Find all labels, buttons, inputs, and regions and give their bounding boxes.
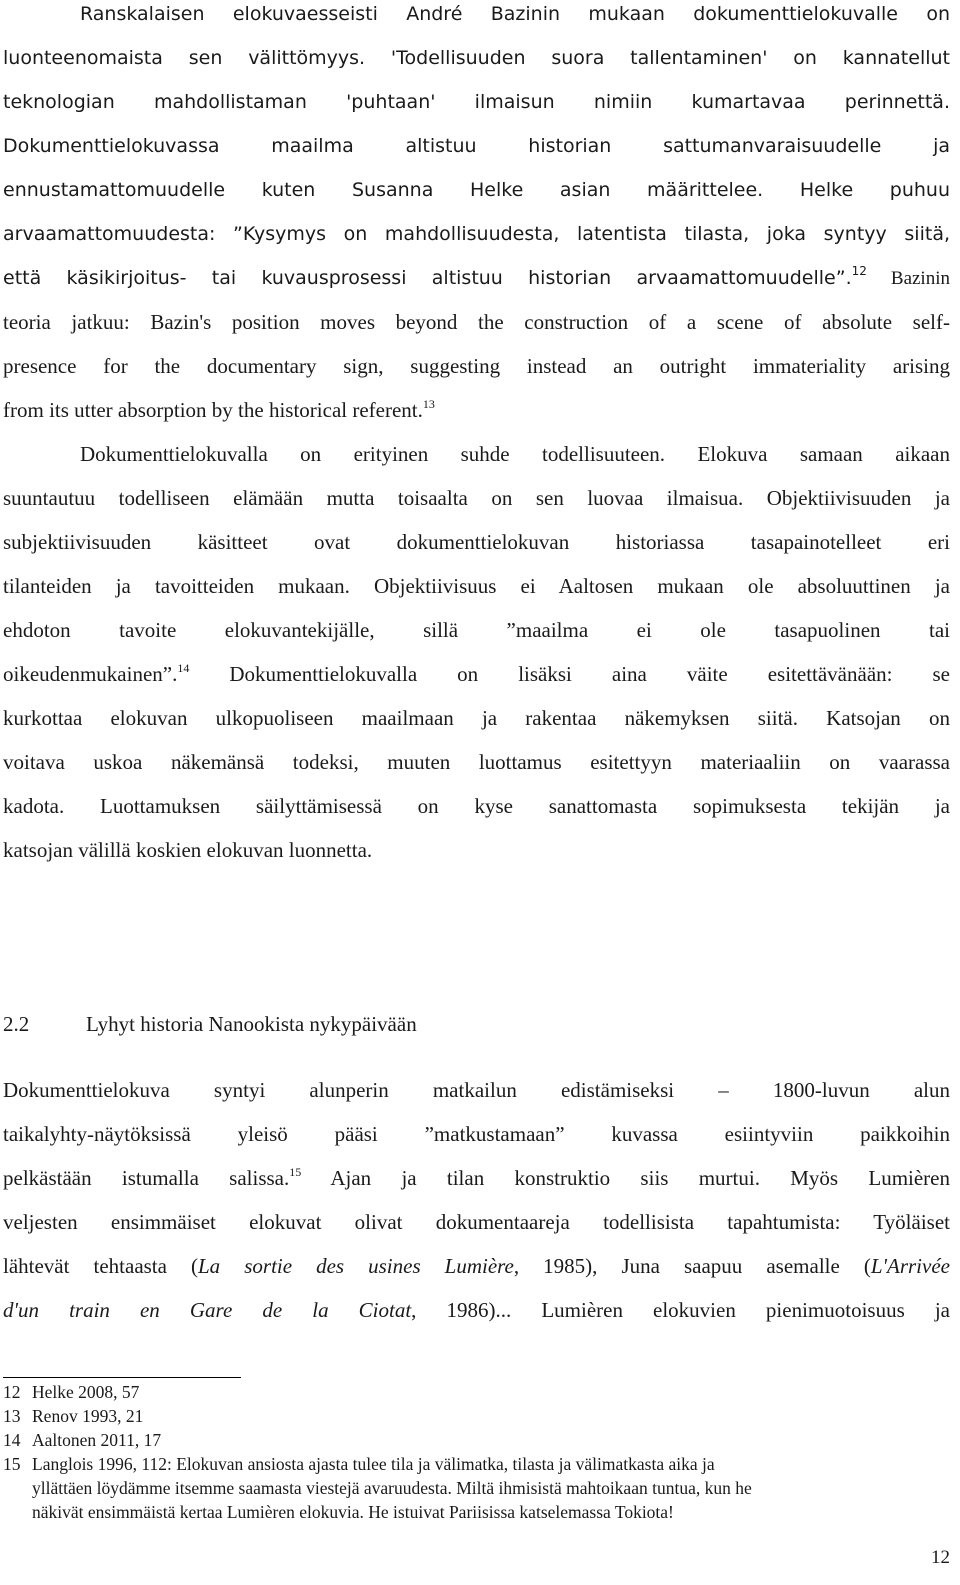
footnote-ref-15: 15 [289,1165,302,1179]
footnote-text: Renov 1993, 21 [32,1406,144,1426]
p2-line-5: ehdoton tavoite elokuvantekijälle, sillä ”maailma ei ole tasapuolinen tai [3,618,950,642]
p1-line-10-text: from its utter absorption by the historical referent. [3,398,423,422]
p3-line-3-after: Ajan ja tilan konstruktio siis murtui. Myös Lumièren [301,1166,950,1190]
section-number: 2.2 [3,1012,30,1036]
footnote-15-continued-2: näkivät ensimmäistä kertaa Lumièren elokuvia. He istuivat Pariisissa katselemassa Tokiota! [32,1502,674,1522]
p1-line-9: presence for the documentary sign, suggesting instead an outright immateriality arising [3,354,950,378]
p3-line-1: Dokumenttielokuva syntyi alunperin matkailun edistämiseksi – 1800-luvun alun [3,1078,950,1102]
film-title-larrivee-end: d'un train en Gare de la Ciotat [3,1298,412,1322]
film-title-larrivee-start: L'Arrivée [870,1254,950,1278]
p3-line-3-text: pelkästään istumalla salissa. [3,1166,290,1190]
p1-line-3: teknologian mahdollistaman 'puhtaan' ilmaisun nimiin kumartavaa perinnettä. [3,91,950,113]
p3-line-6 [3,1296,950,1324]
p2-line-3: subjektiivisuuden käsitteet ovat dokumenttielokuvan historiassa tasapainotelleet eri [3,530,950,554]
p3-line-2: taikalyhty-näytöksissä yleisö pääsi ”matkustamaan” kuvassa esiintyviin paikkoihin [3,1122,950,1146]
p1-line-8: teoria jatkuu: Bazin's position moves beyond the construction of a scene of absolute self- [3,310,950,334]
p3-line-5-a: lähtevät tehtaasta ( [3,1254,198,1278]
footnote-number: 15 [3,1454,21,1474]
footnote-number: 13 [3,1406,21,1426]
footnote-separator [3,1377,241,1378]
footnote-number: 14 [3,1430,21,1450]
p2-line-4: tilanteiden ja tavoitteiden mukaan. Objektiivisuus ei Aaltosen mukaan ole absoluuttinen ja [3,574,950,598]
footnote-12 [3,1381,139,1403]
p3-line-4: veljesten ensimmäiset elokuvat olivat dokumentaareja todellisista tapahtumista: Työläiset [3,1210,950,1234]
section-heading [3,1010,417,1038]
film-title-la-sortie: La sortie des usines Lumière [198,1254,514,1278]
footnote-15-continued-1: yllättäen löydämme itsemme saamasta viestejä avaruudesta. Miltä ihmisistä mahtoikaan tuntua, kun he [32,1478,752,1498]
footnote-15 [3,1453,715,1475]
p2-line-1: Dokumenttielokuvalla on erityinen suhde todellisuuteen. Elokuva samaan aikaan [80,442,950,466]
footnote-14 [3,1429,161,1451]
p3-line-3 [3,1164,950,1192]
p2-line-6-after: Dokumenttielokuvalla on lisäksi aina väite esitettävänään: se [189,662,950,686]
p1-line-7-text: että käsikirjoitus- tai kuvausprosessi altistuu historian arvaamattomuudelle”. [3,267,852,289]
footnote-13 [3,1405,143,1427]
footnote-ref-13: 13 [422,397,435,411]
p1-line-7 [3,264,950,292]
p1-line-6: arvaamattomuudesta: ”Kysymys on mahdollisuudesta, latentista tilasta, joka syntyy siitä, [3,223,950,245]
p1-line-1: Ranskalaisen elokuvaesseisti André Bazinin mukaan dokumenttielokuvalle on [80,3,950,25]
p1-line-4: Dokumenttielokuvassa maailma altistuu historian sattumanvaraisuudelle ja [3,135,950,157]
footnote-text: Langlois 1996, 112: Elokuvan ansiosta ajasta tulee tila ja välimatka, tilasta ja välimatkasta aika ja [32,1454,715,1474]
p1-line-5: ennustamattomuudelle kuten Susanna Helke asian määrittelee. Helke puhuu [3,179,950,201]
page-number: 12 [931,1547,950,1568]
footnote-ref-14: 14 [177,661,190,675]
p1-line-2: luonteenomaista sen välittömyys. 'Todellisuuden suora tallentaminen' on kannatellut [3,47,950,69]
p1-line-7-after: Bazinin [866,268,950,289]
p1-line-10 [3,396,435,424]
footnote-text: Aaltonen 2011, 17 [32,1430,162,1450]
p2-line-9: kadota. Luottamuksen säilyttämisessä on kyse sanattomasta sopimuksesta tekijän ja [3,794,950,818]
footnote-number: 12 [3,1382,21,1402]
p2-line-8: voitava uskoa näkemänsä todeksi, muuten luottamus esitettyyn materiaaliin on vaarassa [3,750,950,774]
p2-line-6 [3,660,950,688]
p3-line-6-b: , 1986)... Lumièren elokuvien pienimuotoisuus ja [411,1298,950,1322]
p3-line-5 [3,1252,950,1280]
section-title: Lyhyt historia Nanookista nykypäivään [86,1012,417,1036]
footnote-text: Helke 2008, 57 [32,1382,140,1402]
p2-line-2: suuntautuu todelliseen elämään mutta toisaalta on sen luovaa ilmaisua. Objektiivisuuden ja [3,486,950,510]
p2-line-7: kurkottaa elokuvan ulkopuoliseen maailmaan ja rakentaa näkemyksen siitä. Katsojan on [3,706,950,730]
p2-line-10: katsojan välillä koskien elokuvan luonnetta. [3,838,373,862]
p3-line-5-b: , 1985), Juna saapuu asemalle ( [513,1254,871,1278]
footnote-ref-12: 12 [851,264,867,278]
p2-line-6-text: oikeudenmukainen”. [3,662,178,686]
